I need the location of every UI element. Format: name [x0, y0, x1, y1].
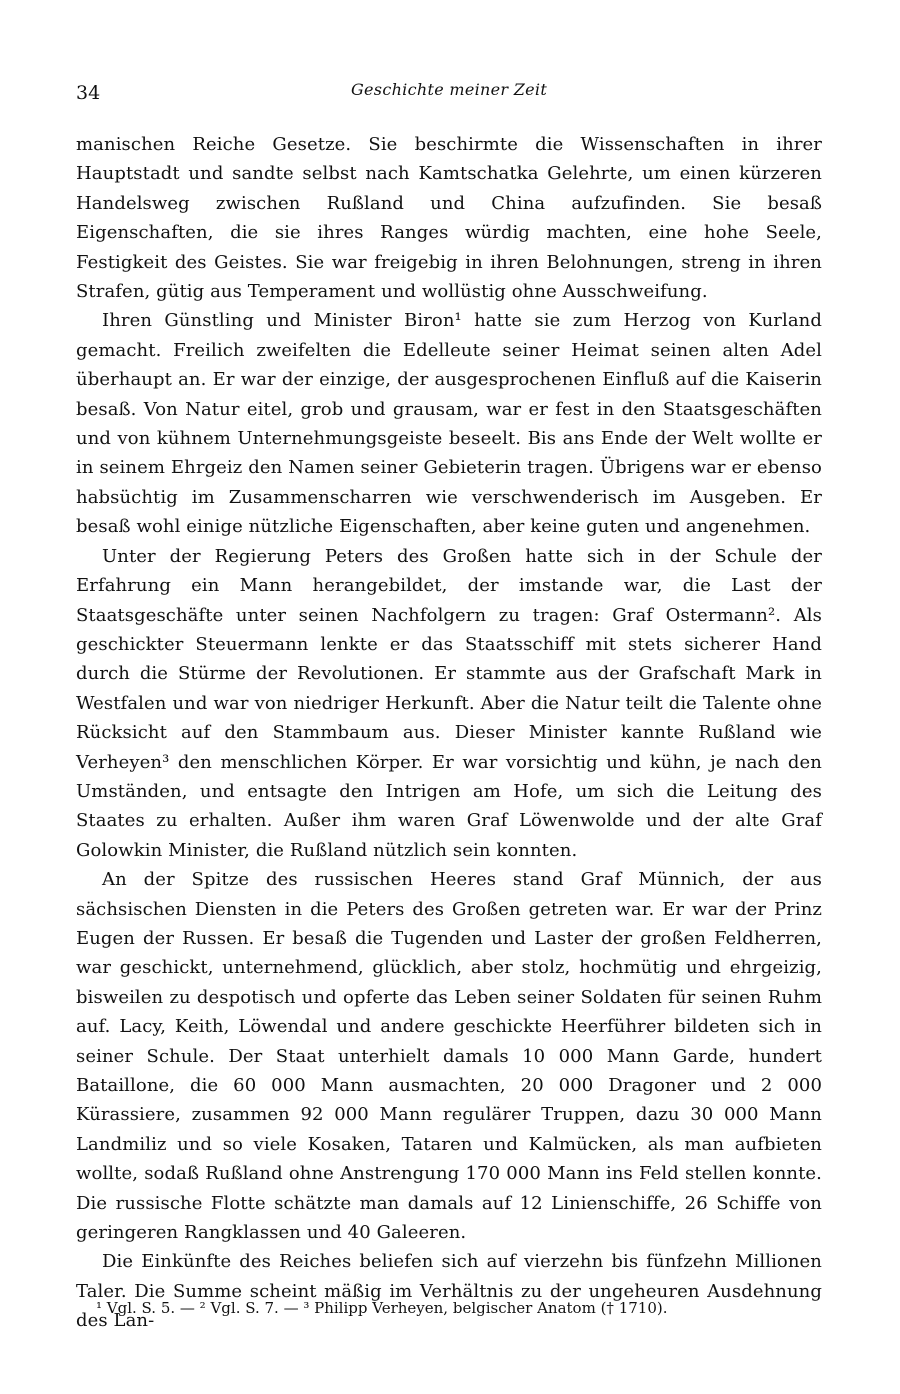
running-head: Geschichte meiner Zeit — [350, 80, 548, 99]
paragraph-continued: manischen Reiche Gesetze. Sie beschirmte die Wissenschaften in ihrer Hauptstadt und sandte selbst nach Kamtschatka Gelehrte, um einen kürzeren Handelsweg zwischen Rußland und China aufzufinden. Sie besaß Eigenschaften, die sie ihres Ranges würdig machten, eine hohe Seele, Festigkeit des Geistes. Sie war freigebig in ihren Belohnungen, streng in ihren Strafen, gütig aus Temperament und wollüstig ohne Ausschweifung. — [76, 134, 822, 303]
paragraph-biron: Ihren Günstling und Minister Biron¹ hatte sie zum Herzog von Kurland gemacht. Freilich zweifelten die Edelleute seiner Heimat seinen alten Adel überhaupt an. Er war der einzige, der ausgesprochenen Einfluß auf die Kaiserin besaß. Von Natur eitel, grob und grausam, war er fest in den Staatsgeschäften und von kühnem Unternehmungsgeiste beseelt. Bis ans Ende der Welt wollte er in seinem Ehrgeiz den Namen seiner Gebieterin tragen. Übrigens war er ebenso habsüchtig im Zusammenscharren wie verschwenderisch im Ausgeben. Er besaß wohl einige nützliche Eigenschaften, aber keine guten und angenehmen. — [76, 310, 822, 538]
body-text — [76, 130, 822, 1336]
paragraph-muennich: An der Spitze des russischen Heeres stand Graf Münnich, der aus sächsischen Diensten in die Peters des Großen getreten war. Er war der Prinz Eugen der Russen. Er besaß die Tugenden und Laster der großen Feldherren, war geschickt, unternehmend, glücklich, aber stolz, hochmütig und ehrgeizig, bisweilen zu despotisch und opferte das Leben seiner Soldaten für seinen Ruhm auf. Lacy, Keith, Löwendal und andere geschickte Heerführer bildeten sich in seiner Schule. Der Staat unterhielt damals 10 000 Mann Garde, hundert Bataillone, die 60 000 Mann ausmachten, 20 000 Dragoner und 2 000 Kürassiere, zusammen 92 000 Mann regulärer Truppen, dazu 30 000 Mann Landmiliz und so viele Kosaken, Tataren und Kalmücken, als man aufbieten wollte, sodaß Rußland ohne Anstrengung 170 000 Mann ins Feld stellen konnte. Die russische Flotte schätzte man damals auf 12 Linienschiffe, 26 Schiffe von geringeren Rangklassen und 40 Galeeren. — [76, 869, 822, 1244]
paragraph-ostermann: Unter der Regierung Peters des Großen hatte sich in der Schule der Erfahrung ein Mann herangebildet, der imstande war, die Last der Staatsgeschäfte unter seinen Nachfolgern zu tragen: Graf Ostermann². Als geschickter Steuermann lenkte er das Staatsschiff mit stets sicherer Hand durch die Stürme der Revolutionen. Er stammte aus der Grafschaft Mark in Westfalen und war von niedriger Herkunft. Aber die Natur teilt die Talente ohne Rücksicht auf den Stammbaum aus. Dieser Minister kannte Rußland wie Verheyen³ den menschlichen Körper. Er war vorsichtig und kühn, je nach den Umständen, und entsagte den Intrigen am Hofe, um sich die Leitung des Staates zu erhalten. Außer ihm waren Graf Löwenwolde und der alte Graf Golowkin Minister, die Rußland nützlich sein konnten. — [76, 545, 822, 861]
paragraph-einkuenfte: Die Einkünfte des Reiches beliefen sich auf vierzehn bis fünfzehn Millionen Taler. Die Summe scheint mäßig im Verhältnis zu der ungeheuren Ausdehnung des Lan- — [76, 1251, 822, 1332]
page-header — [76, 78, 822, 112]
page-number: 34 — [76, 82, 101, 104]
footnotes: ¹ Vgl. S. 5. — ² Vgl. S. 7. — ³ Philipp Verheyen, belgischer Anatom († 1710). — [96, 1299, 668, 1317]
